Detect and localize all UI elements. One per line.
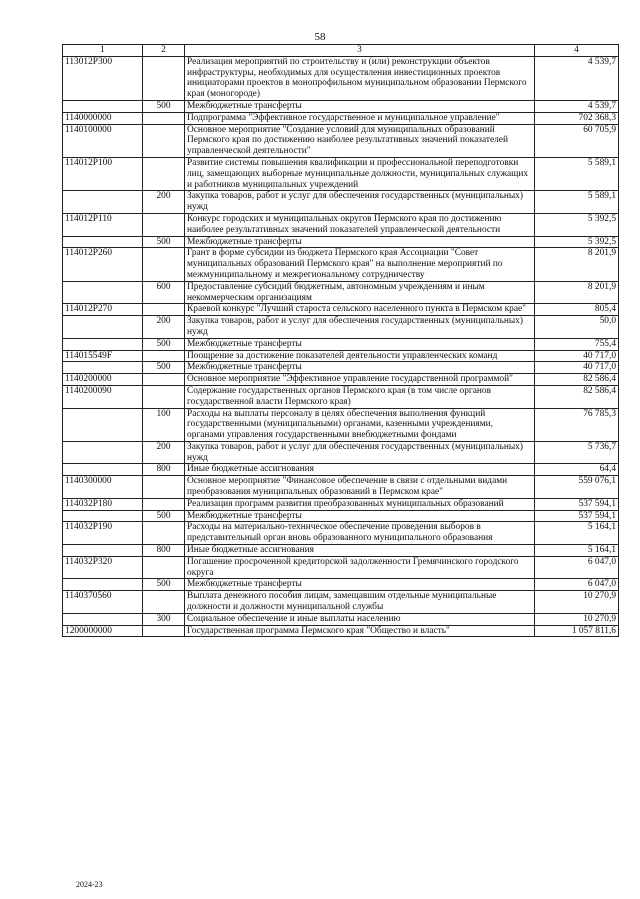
amount-cell: 1 057 811,6 bbox=[535, 625, 619, 637]
target-code-cell: 114032Р190 bbox=[63, 522, 143, 545]
description-cell: Содержание государственных органов Пермского края (в том числе органов государственной власти Пермского края) bbox=[185, 385, 535, 408]
expense-type-cell bbox=[143, 304, 185, 316]
table-row bbox=[63, 350, 619, 362]
expense-type-cell: 500 bbox=[143, 236, 185, 248]
target-code-cell: 1140200090 bbox=[63, 385, 143, 408]
table-row bbox=[63, 316, 619, 339]
target-code-cell: 1140100000 bbox=[63, 124, 143, 157]
page-number: 58 bbox=[314, 31, 326, 43]
amount-cell: 50,0 bbox=[535, 316, 619, 339]
amount-cell: 5 589,1 bbox=[535, 191, 619, 214]
table-row bbox=[63, 56, 619, 100]
amount-cell: 537 594,1 bbox=[535, 498, 619, 510]
amount-cell: 4 539,7 bbox=[535, 56, 619, 100]
table-row bbox=[63, 374, 619, 386]
description-cell: Конкурс городских и муниципальных округов Пермского края по достижению наиболее результативных значений показателей управленческой деятельности bbox=[185, 213, 535, 236]
description-cell: Межбюджетные трансферты bbox=[185, 362, 535, 374]
amount-cell: 8 201,9 bbox=[535, 281, 619, 304]
footer-code: 2024-23 bbox=[76, 880, 103, 889]
table-row bbox=[63, 112, 619, 124]
table-body bbox=[63, 56, 619, 637]
target-code-cell bbox=[63, 316, 143, 339]
target-code-cell: 1140000000 bbox=[63, 112, 143, 124]
target-code-cell bbox=[63, 281, 143, 304]
amount-cell: 82 586,4 bbox=[535, 385, 619, 408]
table-row bbox=[63, 236, 619, 248]
table-row bbox=[63, 476, 619, 499]
description-cell: Реализация мероприятий по строительству и (или) реконструкции объектов инфраструктуры, необходимых для осуществления инвестиционных проектов инициаторами проектов в монопрофильном муниципальном образовании Пермского края (моногороде) bbox=[185, 56, 535, 100]
budget-table bbox=[62, 44, 619, 637]
table-row bbox=[63, 579, 619, 591]
target-code-cell: 1140300000 bbox=[63, 476, 143, 499]
table-row bbox=[63, 281, 619, 304]
description-cell: Основное мероприятие "Эффективное управление государственной программой" bbox=[185, 374, 535, 386]
target-code-cell bbox=[63, 362, 143, 374]
expense-type-cell: 200 bbox=[143, 316, 185, 339]
description-cell: Выплата денежного пособия лицам, замещавшим отдельные муниципальные должности и должности муниципальной службы bbox=[185, 591, 535, 614]
amount-cell: 4 539,7 bbox=[535, 100, 619, 112]
description-cell: Межбюджетные трансферты bbox=[185, 236, 535, 248]
table-row bbox=[63, 338, 619, 350]
description-cell: Межбюджетные трансферты bbox=[185, 100, 535, 112]
table-row bbox=[63, 464, 619, 476]
amount-cell: 5 392,5 bbox=[535, 236, 619, 248]
description-cell: Грант в форме субсидии из бюджета Пермского края Ассоциации "Совет муниципальных образований Пермского края" на выполнение мероприятий по межмуниципальному и межрегиональному сотрудничеству bbox=[185, 248, 535, 281]
description-cell: Закупка товаров, работ и услуг для обеспечения государственных (муниципальных) нужд bbox=[185, 441, 535, 464]
description-cell: Реализация программ развития преобразованных муниципальных образований bbox=[185, 498, 535, 510]
target-code-cell bbox=[63, 510, 143, 522]
target-code-cell bbox=[63, 338, 143, 350]
expense-type-cell: 800 bbox=[143, 464, 185, 476]
amount-cell: 40 717,0 bbox=[535, 362, 619, 374]
target-code-cell: 114012Р110 bbox=[63, 213, 143, 236]
table-row bbox=[63, 385, 619, 408]
expense-type-cell bbox=[143, 591, 185, 614]
table-row bbox=[63, 510, 619, 522]
amount-cell: 10 270,9 bbox=[535, 613, 619, 625]
expense-type-cell bbox=[143, 350, 185, 362]
amount-cell: 60 705,9 bbox=[535, 124, 619, 157]
expense-type-cell bbox=[143, 625, 185, 637]
description-cell: Социальное обеспечение и иные выплаты населению bbox=[185, 613, 535, 625]
amount-cell: 6 047,0 bbox=[535, 556, 619, 579]
amount-cell: 40 717,0 bbox=[535, 350, 619, 362]
target-code-cell bbox=[63, 545, 143, 557]
description-cell: Поощрение за достижение показателей деятельности управленческих команд bbox=[185, 350, 535, 362]
description-cell: Межбюджетные трансферты bbox=[185, 510, 535, 522]
target-code-cell bbox=[63, 191, 143, 214]
expense-type-cell: 300 bbox=[143, 613, 185, 625]
table-row bbox=[63, 441, 619, 464]
expense-type-cell: 200 bbox=[143, 441, 185, 464]
expense-type-cell bbox=[143, 476, 185, 499]
target-code-cell bbox=[63, 464, 143, 476]
table-row bbox=[63, 248, 619, 281]
amount-cell: 5 164,1 bbox=[535, 545, 619, 557]
table-header-row bbox=[63, 45, 619, 57]
table-row bbox=[63, 213, 619, 236]
target-code-cell bbox=[63, 613, 143, 625]
expense-type-cell: 500 bbox=[143, 510, 185, 522]
description-cell: Межбюджетные трансферты bbox=[185, 338, 535, 350]
amount-cell: 10 270,9 bbox=[535, 591, 619, 614]
amount-cell: 64,4 bbox=[535, 464, 619, 476]
column-header: 4 bbox=[535, 45, 619, 57]
table-row bbox=[63, 191, 619, 214]
table-row bbox=[63, 522, 619, 545]
target-code-cell: 1140370560 bbox=[63, 591, 143, 614]
description-cell: Иные бюджетные ассигнования bbox=[185, 464, 535, 476]
expense-type-cell bbox=[143, 498, 185, 510]
expense-type-cell bbox=[143, 56, 185, 100]
expense-type-cell: 500 bbox=[143, 100, 185, 112]
expense-type-cell bbox=[143, 248, 185, 281]
expense-type-cell: 500 bbox=[143, 362, 185, 374]
description-cell: Основное мероприятие "Создание условий для муниципальных образований Пермского края по достижению наиболее результативных значений показателей управленческой деятельности" bbox=[185, 124, 535, 157]
table-row bbox=[63, 408, 619, 441]
amount-cell: 559 076,1 bbox=[535, 476, 619, 499]
amount-cell: 702 368,3 bbox=[535, 112, 619, 124]
description-cell: Расходы на выплаты персоналу в целях обеспечения выполнения функций государственными (муниципальными) органами, казенными учреждениями, органами управления государственными внебюджетными фондами bbox=[185, 408, 535, 441]
expense-type-cell: 200 bbox=[143, 191, 185, 214]
target-code-cell bbox=[63, 441, 143, 464]
target-code-cell: 113012Р300 bbox=[63, 56, 143, 100]
table-row bbox=[63, 124, 619, 157]
table-row bbox=[63, 157, 619, 190]
target-code-cell: 114012Р270 bbox=[63, 304, 143, 316]
amount-cell: 8 201,9 bbox=[535, 248, 619, 281]
amount-cell: 5 164,1 bbox=[535, 522, 619, 545]
description-cell: Краевой конкурс "Лучший староста сельского населенного пункта в Пермском крае" bbox=[185, 304, 535, 316]
description-cell: Развитие системы повышения квалификации и профессиональной переподготовки лиц, замещающих выборные муниципальные должности, муниципальных служащих и работников муниципальных учреждений bbox=[185, 157, 535, 190]
description-cell: Подпрограмма "Эффективное государственное и муниципальное управление" bbox=[185, 112, 535, 124]
target-code-cell: 1140200000 bbox=[63, 374, 143, 386]
amount-cell: 5 392,5 bbox=[535, 213, 619, 236]
description-cell: Межбюджетные трансферты bbox=[185, 579, 535, 591]
expense-type-cell: 800 bbox=[143, 545, 185, 557]
expense-type-cell: 100 bbox=[143, 408, 185, 441]
table-row bbox=[63, 613, 619, 625]
table-row bbox=[63, 625, 619, 637]
target-code-cell: 114012Р100 bbox=[63, 157, 143, 190]
target-code-cell bbox=[63, 579, 143, 591]
column-header: 2 bbox=[143, 45, 185, 57]
table-row bbox=[63, 556, 619, 579]
description-cell: Государственная программа Пермского края "Общество и власть" bbox=[185, 625, 535, 637]
amount-cell: 82 586,4 bbox=[535, 374, 619, 386]
amount-cell: 5 736,7 bbox=[535, 441, 619, 464]
description-cell: Иные бюджетные ассигнования bbox=[185, 545, 535, 557]
expense-type-cell bbox=[143, 124, 185, 157]
amount-cell: 805,4 bbox=[535, 304, 619, 316]
description-cell: Расходы на материально-техническое обеспечение проведения выборов в представительный орган вновь образованного муниципального образования bbox=[185, 522, 535, 545]
amount-cell: 76 785,3 bbox=[535, 408, 619, 441]
target-code-cell bbox=[63, 236, 143, 248]
description-cell: Закупка товаров, работ и услуг для обеспечения государственных (муниципальных) нужд bbox=[185, 316, 535, 339]
table-row bbox=[63, 100, 619, 112]
expense-type-cell bbox=[143, 112, 185, 124]
expense-type-cell bbox=[143, 213, 185, 236]
amount-cell: 755,4 bbox=[535, 338, 619, 350]
table-row bbox=[63, 304, 619, 316]
table-row bbox=[63, 545, 619, 557]
description-cell: Закупка товаров, работ и услуг для обеспечения государственных (муниципальных) нужд bbox=[185, 191, 535, 214]
expense-type-cell bbox=[143, 522, 185, 545]
target-code-cell bbox=[63, 100, 143, 112]
amount-cell: 5 589,1 bbox=[535, 157, 619, 190]
expense-type-cell: 500 bbox=[143, 338, 185, 350]
column-header: 1 bbox=[63, 45, 143, 57]
target-code-cell: 114012Р260 bbox=[63, 248, 143, 281]
expense-type-cell: 600 bbox=[143, 281, 185, 304]
description-cell: Основное мероприятие "Финансовое обеспечение в связи с отдельными видами преобразования муниципальных образований в Пермском крае" bbox=[185, 476, 535, 499]
target-code-cell: 114032Р180 bbox=[63, 498, 143, 510]
table-row bbox=[63, 591, 619, 614]
table-row bbox=[63, 498, 619, 510]
description-cell: Погашение просроченной кредиторской задолженности Гремячинского городского округа bbox=[185, 556, 535, 579]
expense-type-cell bbox=[143, 556, 185, 579]
target-code-cell: 1200000000 bbox=[63, 625, 143, 637]
table-row bbox=[63, 362, 619, 374]
expense-type-cell bbox=[143, 374, 185, 386]
expense-type-cell bbox=[143, 385, 185, 408]
target-code-cell bbox=[63, 408, 143, 441]
expense-type-cell: 500 bbox=[143, 579, 185, 591]
target-code-cell: 114015549F bbox=[63, 350, 143, 362]
expense-type-cell bbox=[143, 157, 185, 190]
description-cell: Предоставление субсидий бюджетным, автономным учреждениям и иным некоммерческим организациям bbox=[185, 281, 535, 304]
column-header: 3 bbox=[185, 45, 535, 57]
target-code-cell: 114032Р320 bbox=[63, 556, 143, 579]
amount-cell: 537 594,1 bbox=[535, 510, 619, 522]
amount-cell: 6 047,0 bbox=[535, 579, 619, 591]
